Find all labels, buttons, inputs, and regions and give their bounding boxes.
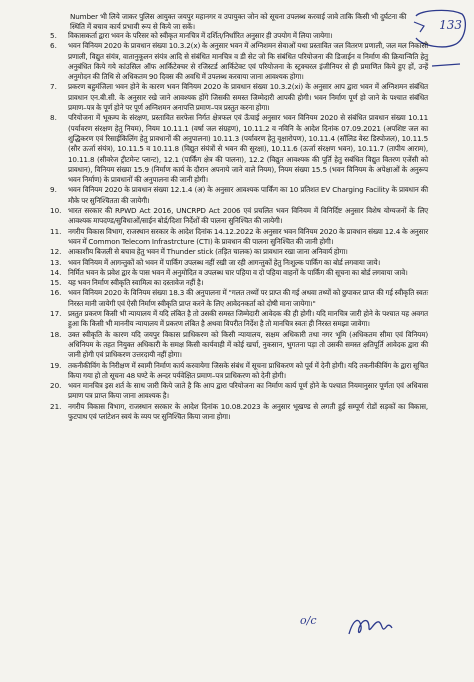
signature [345, 612, 395, 642]
handwritten-page-number: 133 [439, 18, 462, 32]
item-text: उक्त स्वीकृति के कारण यदि जयपुर विकास प्राधिकरण को किसी न्यायालय, सक्षम अधिकारी तथा नगर भूमि (अधिकतम सीमा एवं विनियम) अधिनियम के तहत नियुक्त अधिकारी के समक्ष किसी कार्यवाही में कोई खर्चा, नुकसान, भुगतना पड़ा तो उसकी समस्त क्षतिपूर्ति आवेदक द्वारा की जानी होगी एवं प्राधिकरण उत्तरदायी नहीं होगा। [68, 329, 428, 360]
item-number: 12. [50, 247, 62, 257]
item-number: 11. [50, 226, 62, 236]
item-text: प्रस्तुत प्रकरण किसी भी न्यायालय में यदि लंबित है तो उसकी समस्त जिम्मेदारी आवेदक की ही होगी। यदि मानचित्र जारी होने के पश्चात यह अवगत हुआ कि किसी भी माननीय न्यायालय में प्रकरण लंबित है अथवा विपरीत निर्देश है तो मानचित्र स्वतः ही निरस्त समझा जावेगा। [68, 309, 428, 329]
item-text: विकासकर्ता द्वारा भवन के परिसर को स्वीकृत मानचित्र में दर्शित/निर्धारित अनुसार ही उपयोग में लिया जायेगा। [68, 31, 333, 40]
list-item [50, 288, 428, 309]
list-item [50, 227, 428, 248]
list-item [50, 258, 428, 268]
handwritten-dash [430, 60, 464, 72]
item-number: 7. [50, 82, 57, 92]
item-number: 17. [50, 309, 62, 319]
item-number: 13. [50, 257, 62, 267]
item-text: भवन विनियम में आगन्तुकों को भवन में पार्किंग उपलब्ध नहीं रखी जा रही आगन्तुकों हेतु निःशुल्क पार्किंग का बोर्ड लगवाया जाये। [68, 257, 381, 267]
item-text: भवन विनियम 2020 के प्रावधान संख्या 10.3.2(x) के अनुसार भवन में अग्निशमन सेवाओं यथा प्रस्तावित जल वितरण प्रणाली, जल मल निकासी प्रणाली, विद्युत संयंत्र, वातानुकूलन संयंत्र आदि से संबंधित मानचित्र व डी सेट जो कि संबंधित परियोजना की डिजाईन व निर्माण की क्रियान्विति हेतु अनुबंधित किये गये कांउसिल ऑफ आर्किटेक्चर से रजिस्टर्ड आर्किटेक्ट एवं परियोजना के स्ट्रक्चरल इंजीनियर से ही प्रमाणित किये हुए हों, उन्हें अनुमोदन की तिथि से अधिकतम 90 दिवस की अवधि में उपलब्ध करवाया जाना आवश्यक होगा। [68, 41, 428, 82]
item-text: आकाशीय बिजली से बचाव हेतु भवन में Thunder stick (तड़ित चालक) का प्रावधान रखा जाना अनिवार्य होगा। [68, 247, 348, 257]
item-text: प्रकरण बहुमंजिला भवन होने के कारण भवन विनियम 2020 के प्रावधान संख्या 10.3.2(xi) के अनुसार आप द्वारा भवन में अग्निशमन संबंधित प्रावधान एन.बी.सी. के अनुसार रखे जाने आवश्यक होंगे जिसकी समस्त जिम्मेदारी आपकी होगी। भवन निर्माण पूर्ण हो जाने के पश्चात संबंधित प्रमाण–पत्र के पूर्ण होने पर पूर्ण अग्निशमन अनापत्ति प्रमाण–पत्र प्रस्तुत करना होगा। [68, 82, 428, 113]
item-text: परियोजना में भूकम्प के संरक्षण, प्रस्तावित सरफेस निर्गत क्षेत्रफल एवं ऊँचाई अनुसार भवन विनियम 2020 से संबंधित प्रावधान संख्या 10.11 (पर्यावरण संरक्षण हेतु नियम), नियम 10.11.1 (वर्षा जल संग्रहण), 10.11.2 व नविनि के आदेश दिनांक 07.09.2021 (अपशिष्ट जल का शुद्धिकरण एवं रिसाईकिलिंग हेतु प्रावधानों की अनुपालना) 10.11.3 (पर्यावरण हेतु वृक्षारोपण), 10.11.4 (सॉलिड वेस्ट डिस्पोजल), 10.11.5 (सौर ऊर्जा संयंत्र), 10.11.5 व 10.11.8 (विद्युत संयंत्रों से भवन की सुरक्षा), 10.11.6 (ऊर्जा संरक्षण भवन), 10.11.7 (तापीय आराम), 10.11.8 (सीवरेज ट्रीटमेन्ट प्लान्ट), 12.1 (पार्किंग क्षेत्र की पालना), 12.2 (विद्युत आवश्यक की पूर्ति हेतु सबंधित विद्युत वितरण एजेंसी को प्रावधान), विनियम संख्या 15.9 (निर्माण कार्य के दौरान अपनाये जाने वाले नियम), नियम संख्या 15.5 (भवन विनियम के अपेक्षाओं के अनुरूप भवन निर्माण) के प्रावधानों की अनुपालना की जानी होगी। [68, 113, 428, 185]
list-item [50, 41, 428, 82]
list-item [50, 31, 428, 41]
item-number: 6. [50, 41, 57, 51]
list-item [50, 82, 428, 113]
item-text: नगरीय विकास विभाग, राजस्थान सरकार के आदेश दिनांक 10.08.2023 के अनुसार भूखण्ड से लगती हुई सम्पूर्ण रोडों सड़कों का विकास, फुटपाथ एवं प्लांटेशन स्वयं के व्यय पर सुनिश्चित किया जाना होगा। [68, 401, 428, 421]
list-item [50, 381, 428, 402]
continuation-text: Number भी लिये जाकर पुलिस आयुक्त जयपुर महानगर व उपायुक्त जोन को सूचना उपलब्ध करवाई जावे ताकि किसी भी दुर्घटना की स्थिति में बचाव कार्य प्रभावी रूप से किये जा सकें। [70, 12, 407, 31]
list-item [50, 206, 428, 227]
item-number: 10. [50, 206, 62, 216]
list-item [50, 268, 428, 278]
item-text: भवन मानचित्र इस शर्त के साथ जारी किये जाते है कि आप द्वारा परियोजना का निर्माण कार्य पूर्ण होने के पश्चात नियमानुसार पूर्णता एवं अधिवास प्रमाण पत्र प्राप्त किया जाना आवश्यक है। [68, 381, 428, 401]
item-text: भवन विनियम 2020 के विनियम संख्या 18.3 की अनुपालना में "गलत तथ्यों पर प्राप्त की गई अथवा तथ्यों को छुपाकर प्राप्त की गई स्वीकृति स्वतः निरस्त मानी जायेगी एवं ऐसी निर्माण स्वीकृति प्राप्त करने के लिए आवेदनकर्ता को दोषी माना जायेगा।" [68, 288, 428, 308]
list-item [50, 278, 428, 288]
list-item [50, 309, 428, 330]
item-number: 21. [50, 401, 62, 411]
item-text: यह भवन निर्माण स्वीकृति स्वामित्व का दस्तावेज नहीं है। [68, 278, 204, 288]
conditions-list [50, 31, 428, 422]
item-text: निर्मित भवन के प्रवेश द्वार के पास भवन में अनुमोदित व उपलब्ध चार पहिया व दो पहिया वाहनों के पार्किंग की सूचना का बोर्ड लगवाया जावे। [68, 267, 408, 277]
item-number: 14. [50, 267, 62, 277]
item-number: 9. [50, 185, 57, 195]
item-text: भवन विनियम 2020 के प्रावधान संख्या 12.1.4 (अ) के अनुसार आवश्यक पार्किंग का 10 प्रतिशत EV Charging Facility के प्रावधान की मौके पर सुनिश्चितता की जायेगी। [68, 185, 428, 205]
handwritten-initials: o/c [300, 614, 317, 627]
item-number: 5. [50, 31, 57, 40]
list-item [50, 402, 428, 423]
list-item [50, 113, 428, 185]
item-number: 15. [50, 278, 62, 288]
item-number: 20. [50, 381, 62, 391]
item-number: 18. [50, 329, 62, 339]
list-item [50, 330, 428, 361]
item-number: 16. [50, 288, 62, 298]
list-item [50, 361, 428, 382]
item-text: भारत सरकार की RPWD Act 2016, UNCRPD Act 2006 एवं प्रचलित भवन विनियम में विनिर्दिष्ट अनुसार विशेष योग्यजनों के लिए आवश्यक मापदण्ड/सुविधाओं/साईन बोर्ड/दिशा निर्देशों की पालना सुनिश्चित की जायेगी। [68, 206, 428, 226]
item-text: नगरीय विकास विभाग, राजस्थान सरकार के आदेश दिनांक 14.12.2022 के अनुसार भवन विनियम 2020 के प्रावधान संख्या 12.4 के अनुसार भवन में Common Telecom Infrastrcture (CTI) के प्रावधान की पालना सुनिश्चित की जानी होगी। [68, 226, 428, 246]
item-number: 8. [50, 113, 57, 123]
item-number: 19. [50, 360, 62, 370]
item-text: तकनीकीविंग के निरीक्षण में स्वामी निर्माण कार्य करवायेगा जिसके संबंध में सूचना प्राधिकरण को पूर्व में देनी होगी। यदि तकनीकीविंग के द्वारा सूचित किया गया हो तो सूचना 48 घण्टे के अन्दर पर्यवेक्षित प्रमाण–पत्र प्राधिकरण को देनी होगी। [68, 360, 428, 380]
list-item [50, 185, 428, 206]
list-item [50, 247, 428, 257]
